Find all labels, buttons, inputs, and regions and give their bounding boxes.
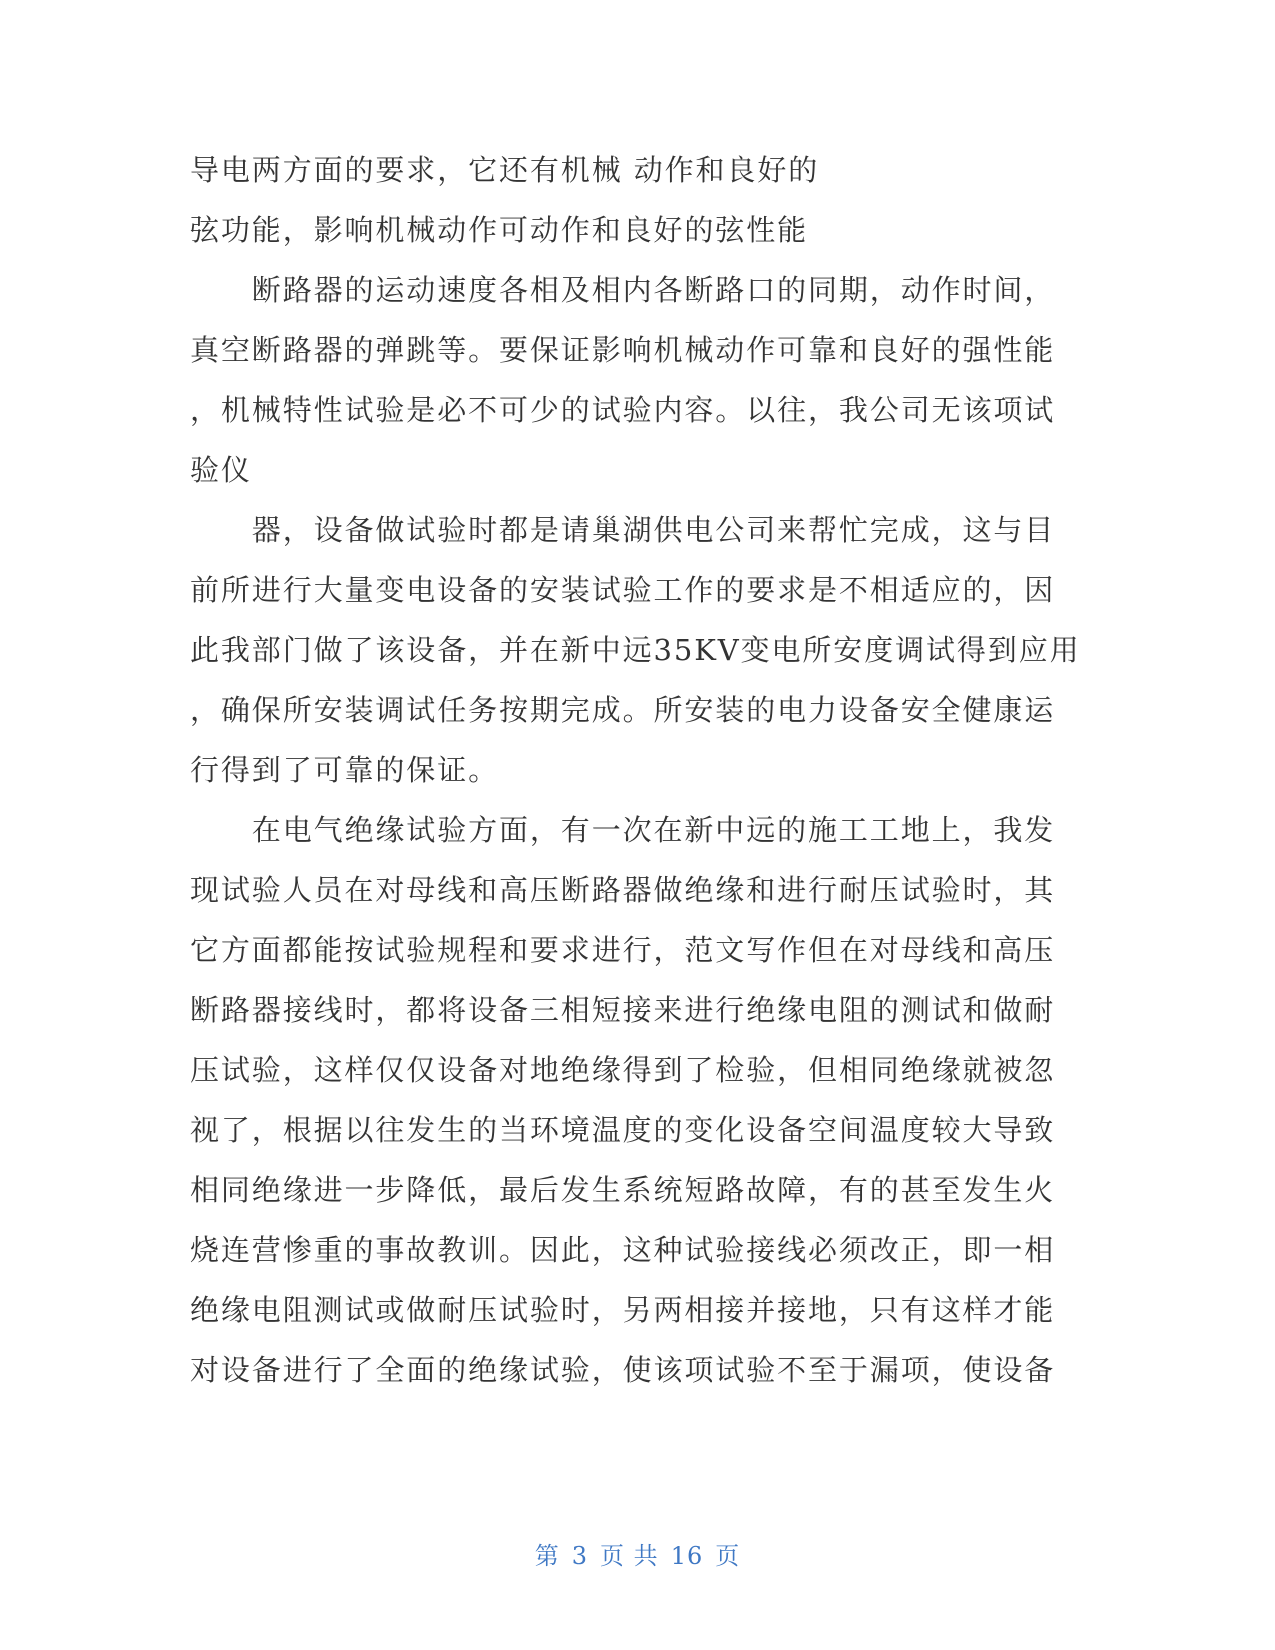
text-line: 对设备进行了全面的绝缘试验，使该项试验不至于漏项，使设备 [190, 1353, 1056, 1387]
text-line: 断路器的运动速度各相及相内各断路口的同期，动作时间， [190, 273, 1056, 307]
footer-middle: 页 共 [600, 1542, 659, 1570]
text-line: 验仪 [190, 453, 252, 487]
text-line: 压试验，这样仅仅设备对地绝缘得到了检验，但相同绝缘就被忽 [190, 1053, 1056, 1087]
text-line: 绝缘电阻测试或做耐压试验时，另两相接并接地，只有这样才能 [190, 1293, 1056, 1327]
body-text [190, 140, 1081, 1400]
current-page-number: 3 [571, 1542, 589, 1570]
text-line: ，确保所安装调试任务按期完成。所安装的电力设备安全健康运 [190, 693, 1056, 727]
text-line: 相同绝缘进一步降低，最后发生系统短路故障，有的甚至发生火 [190, 1173, 1056, 1207]
text-line: 行得到了可靠的保证。 [190, 753, 500, 787]
text-line: 断路器接线时，都将设备三相短接来进行绝缘电阻的测试和做耐 [190, 993, 1056, 1027]
text-line: 导电两方面的要求，它还有机械 动作和良好的 [190, 153, 820, 187]
text-line: 在电气绝缘试验方面，有一次在新中远的施工工地上，我发 [190, 813, 1056, 847]
page-footer [0, 1536, 1275, 1571]
text-line: 弦功能，影响机械动作可动作和良好的弦性能 [190, 213, 809, 247]
text-line: 此我部门做了该设备，并在新中远35KV变电所安度调试得到应用 [190, 633, 1081, 667]
total-page-count: 16 [670, 1542, 704, 1570]
footer-suffix: 页 [715, 1542, 741, 1570]
text-line: 器，设备做试验时都是请巢湖供电公司来帮忙完成，这与目 [190, 513, 1056, 547]
text-line: 烧连营惨重的事故教训。因此，这种试验接线必须改正，即一相 [190, 1233, 1056, 1267]
text-line: ，机械特性试验是必不可少的试验内容。以往，我公司无该项试 [190, 393, 1056, 427]
text-line: 它方面都能按试验规程和要求进行，范文写作但在对母线和高压 [190, 933, 1056, 967]
text-line: 真空断路器的弹跳等。要保证影响机械动作可靠和良好的强性能 [190, 333, 1056, 367]
text-line: 视了，根据以往发生的当环境温度的变化设备空间温度较大导致 [190, 1113, 1056, 1147]
text-line: 现试验人员在对母线和高压断路器做绝缘和进行耐压试验时，其 [190, 873, 1056, 907]
text-line: 前所进行大量变电设备的安装试验工作的要求是不相适应的，因 [190, 573, 1056, 607]
footer-prefix: 第 [534, 1542, 560, 1570]
